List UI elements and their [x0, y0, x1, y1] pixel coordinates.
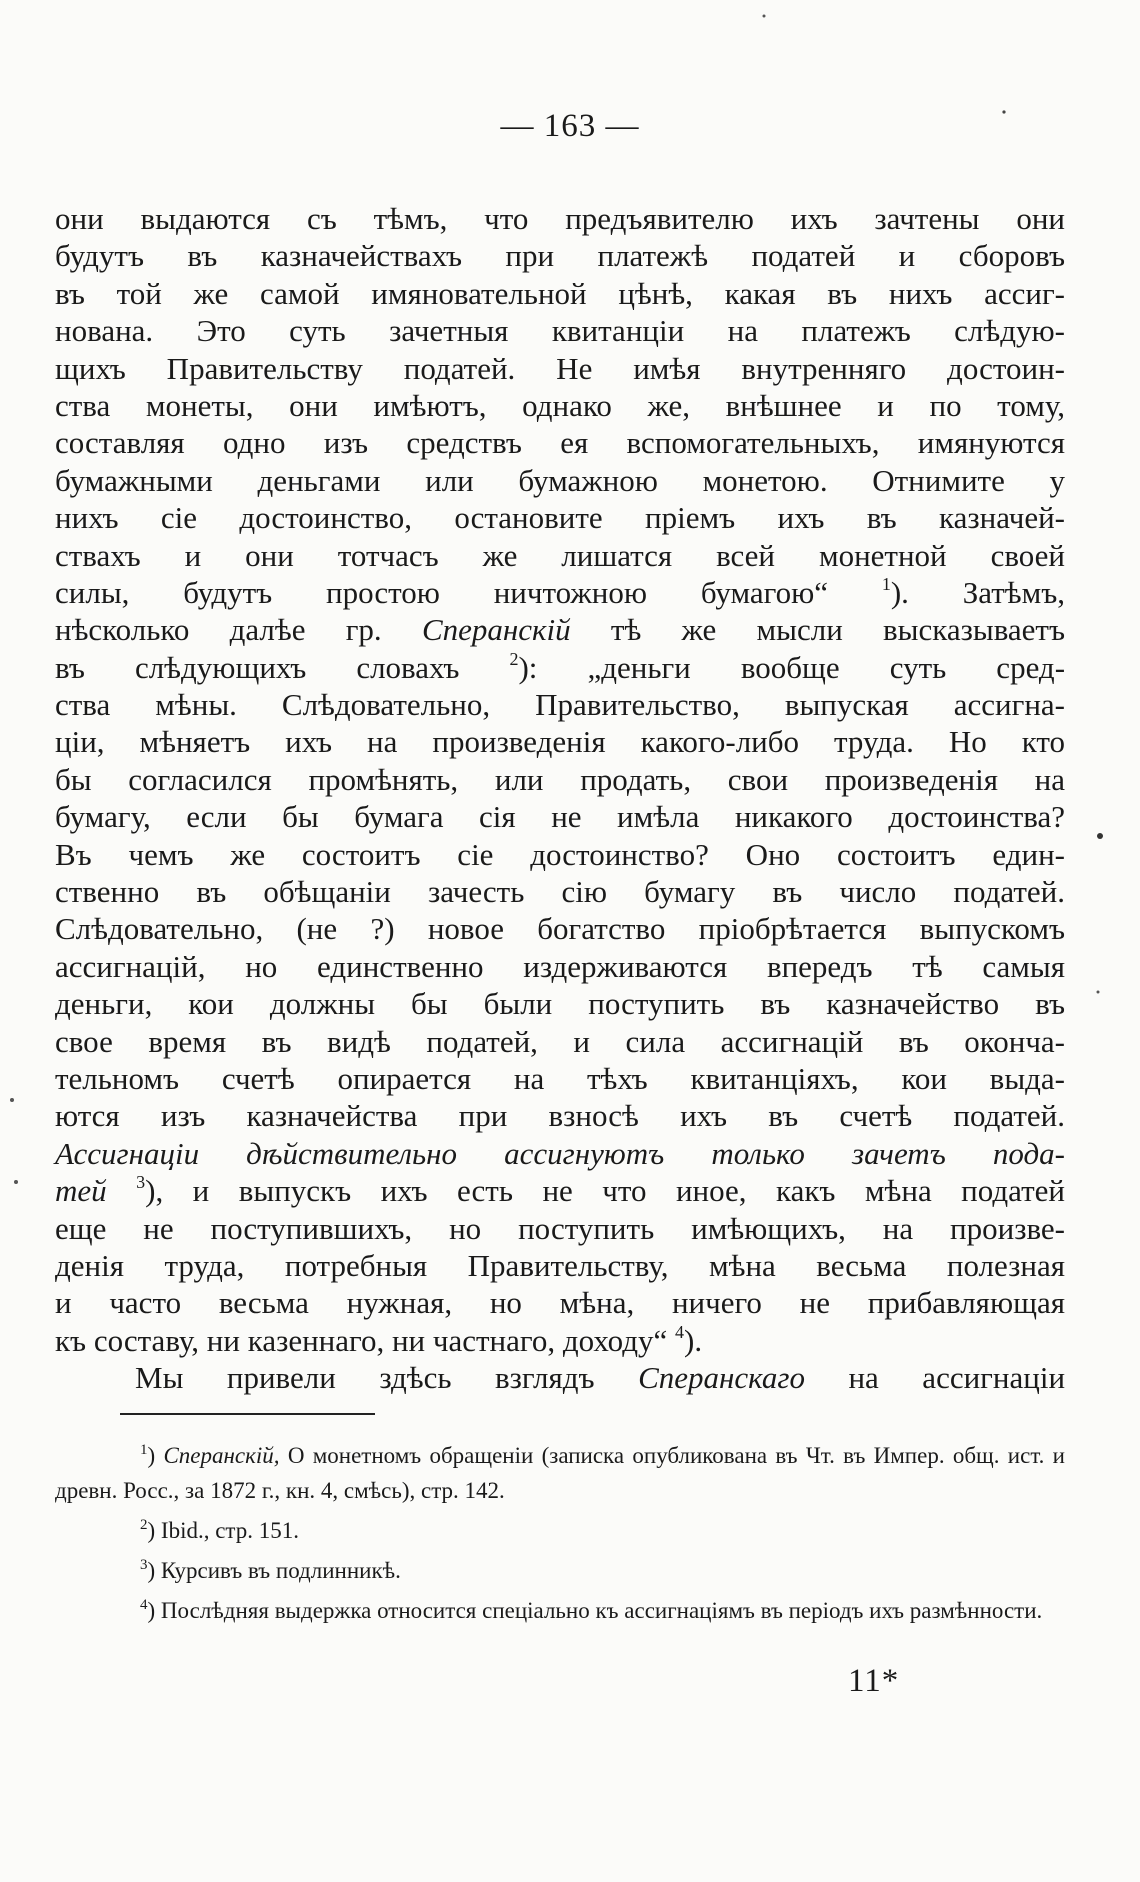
- text-line: будутъ въ казначействахъ при платежѣ податей и сборовъ: [55, 238, 1065, 274]
- italic-text: Ассигнаціи дѣйствительно ассигнуютъ только зачетъ пода-: [55, 1135, 1065, 1171]
- line-text: въ слѣдующихъ словахъ: [55, 649, 460, 685]
- footnote-ref: 4: [675, 1321, 685, 1342]
- text-line: ціи, мѣняетъ ихъ на произведенія какого-либо труда. Но кто: [55, 724, 1065, 760]
- footnote-ref: 1: [881, 573, 891, 594]
- footnote-italic: Сперанскій,: [163, 1443, 280, 1468]
- text-line: Въ чемъ же состоитъ сіе достоинство? Оно состоитъ един-: [55, 836, 1065, 872]
- line-text: Мы привели здѣсь взглядъ: [135, 1360, 595, 1396]
- body-text: [55, 200, 1065, 1397]
- text-line: денія труда, потребныя Правительству, мѣна весьма полезная: [55, 1247, 1065, 1283]
- text-line: [55, 1135, 1065, 1172]
- footnote-mark: 4: [140, 1597, 148, 1613]
- text-line: составляя одно изъ средствъ ея вспомогательныхъ, имянуются: [55, 425, 1065, 461]
- text-line: бумагу, если бы бумага сія не имѣла никакого достоинства?: [55, 799, 1065, 835]
- footnote-mark: 2: [140, 1517, 148, 1533]
- text-line: свое время въ видѣ податей, и сила ассигнацій въ оконча-: [55, 1023, 1065, 1059]
- printer-signature: 11*: [848, 1663, 900, 1699]
- line-text: силы, будутъ простою ничтожною бумагою“: [55, 574, 829, 610]
- line-text: ).: [684, 1322, 703, 1358]
- text-line: бы согласился промѣнять, или продать, свои произведенія на: [55, 761, 1065, 797]
- footnote: $^2$) Ibid., стр. 151.: [140, 1517, 300, 1543]
- text-line: [55, 611, 1065, 648]
- line-text: тѣ же мысли высказываетъ: [610, 612, 1066, 648]
- footnote: $^1$) Сперанскій, О монетномъ обращеніи (записка опубликована въ Чт. въ Импер. общ. ист. и древн. Росс., за 1872 г., кн. 4, смѣсь), стр. 142.: [55, 1442, 1065, 1503]
- line-text: нѣсколько далѣе гр.: [55, 612, 382, 648]
- page-number: — 163 —: [500, 108, 640, 144]
- text-line: тельномъ счетѣ опирается на тѣхъ квитанціяхъ, кои выда-: [55, 1060, 1065, 1096]
- footnote-text: О монетномъ обращеніи (записка опубликована въ Чт. въ Импер. общ. ист. и древн. Росс., за 1872 г., кн. 4, смѣсь), стр. 142.: [55, 1443, 1065, 1503]
- text-line: [55, 1172, 1065, 1209]
- text-line: [55, 649, 1065, 686]
- footnote: $^3$) Курсивъ въ подлинникѣ.: [140, 1557, 401, 1583]
- text-line: Слѣдовательно, (не ?) новое богатство пріобрѣтается выпускомъ: [55, 911, 1065, 947]
- line-text: ): „деньги вообще суть сред-: [518, 649, 1066, 685]
- italic-name: Сперанскій: [421, 612, 571, 648]
- text-line: и часто весьма нужная, но мѣна, ничего не прибавляющая: [55, 1285, 1065, 1321]
- text-line: щихъ Правительству податей. Не имѣя внутренняго достоин-: [55, 350, 1065, 386]
- text-line: бумажными деньгами или бумажною монетою. Отнимите у: [55, 462, 1065, 498]
- text-line: ются изъ казначейства при взносѣ ихъ въ счетѣ податей.: [55, 1098, 1065, 1134]
- line-text: ). Затѣмъ,: [890, 574, 1066, 610]
- footnote-text: Курсивъ въ подлинникѣ.: [160, 1558, 401, 1583]
- footnote: $^4$) Послѣдняя выдержка относится спеціально къ ассигнаціямъ въ періодъ ихъ размѣнности.: [140, 1597, 1043, 1623]
- text-line: ственно въ обѣщаніи зачесть сію бумагу въ число податей.: [55, 874, 1065, 910]
- footnote-ref: 2: [509, 648, 519, 669]
- italic-name: Сперанскаго: [638, 1360, 805, 1396]
- text-line: деньги, кои должны бы были поступить въ казначейство въ: [55, 986, 1065, 1022]
- text-line: еще не поступившихъ, но поступить имѣющихъ, на произве-: [55, 1210, 1065, 1246]
- line-text: ), и выпускъ ихъ есть не что иное, какъ мѣна податей: [145, 1173, 1065, 1209]
- line-text: на ассигнаціи: [848, 1360, 1066, 1396]
- text-line: нихъ сіе достоинство, остановите пріемъ ихъ въ казначей-: [55, 500, 1065, 536]
- footnote-mark: 3: [140, 1557, 148, 1573]
- footnote-text: Послѣдняя выдержка относится спеціально къ ассигнаціямъ въ періодъ ихъ размѣнности.: [160, 1598, 1043, 1623]
- line-text: къ составу, ни казеннаго, ни частнаго, доходу“: [55, 1322, 668, 1358]
- footnote-mark: 1: [140, 1442, 148, 1458]
- text-line: ства монеты, они имѣютъ, однако же, внѣшнее и по тому,: [55, 387, 1065, 423]
- text-line: ассигнацій, но единственно издерживаются впередъ тѣ самыя: [55, 948, 1065, 984]
- footnote-ref: 3: [136, 1172, 146, 1193]
- footnote-text: Ibid., стр. 151.: [160, 1518, 300, 1543]
- text-line: [55, 1322, 1065, 1359]
- text-line: нована. Это суть зачетныя квитанціи на платежъ слѣдую-: [55, 313, 1065, 349]
- text-line: они выдаются съ тѣмъ, что предъявителю ихъ зачтены они: [55, 201, 1065, 236]
- text-line: [55, 1359, 1065, 1396]
- text-line: [55, 574, 1065, 611]
- italic-text: тей: [55, 1173, 107, 1209]
- footnotes: [55, 1438, 1065, 1633]
- text-line: ства мѣны. Слѣдовательно, Правительство, выпуская ассигна-: [55, 687, 1065, 723]
- text-line: въ той же самой имяновательной цѣнѣ, какая въ нихъ ассиг-: [55, 275, 1065, 311]
- footnote-rule: [120, 1413, 375, 1415]
- text-line: ствахъ и они тотчасъ же лишатся всей монетной своей: [55, 537, 1065, 573]
